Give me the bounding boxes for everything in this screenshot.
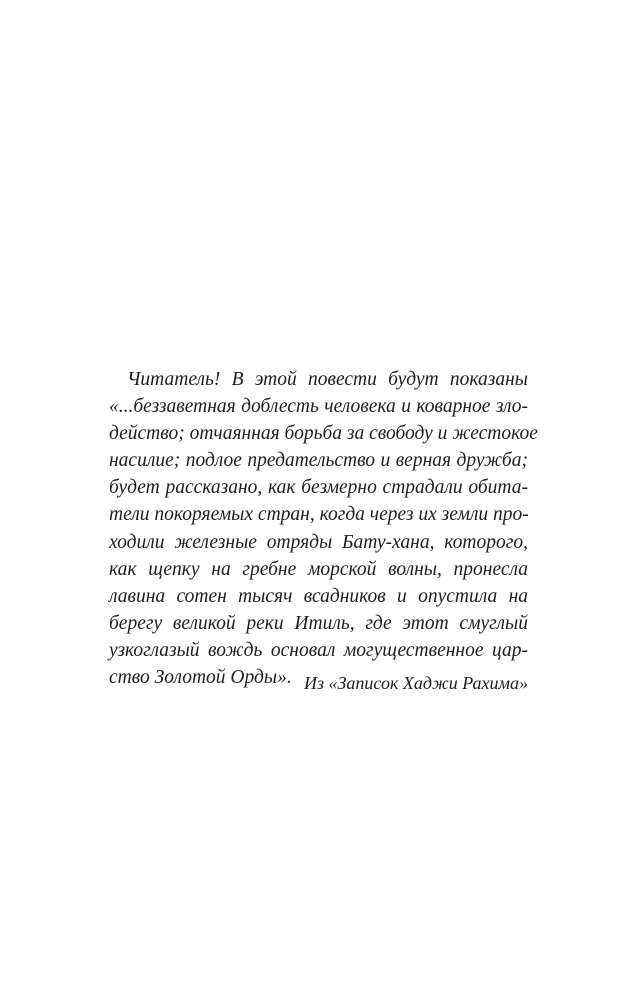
epigraph-line: как щепку на гребне морской волны, пронесла [109,558,528,580]
epigraph-line: тели покоряемых стран, когда через их земли про- [109,504,529,526]
epigraph-line: Читатель! В этой повести будут показаны [127,369,528,390]
epigraph-line: ство Золотой Орды». [109,667,292,689]
epigraph-line: «...беззаветная доблесть человека и коварное зло- [109,396,528,418]
epigraph-line: берегу великой реки Итиль, где этот смуглый [109,612,528,634]
epigraph-line: насилие; подлое предательство и верная дружба; [109,450,528,472]
epigraph-line: действо; отчаянная борьба за свободу и жестокое [109,423,538,445]
epigraph-line: узкоглазый вождь основал могущественное цар- [109,639,528,661]
epigraph-line: лавина сотен тысяч всадников и опустила на [109,585,528,607]
epigraph-source: Из «Записок Хаджи Рахима» [303,673,528,693]
epigraph-line: ходили железные отряды Бату-хана, которого, [109,531,528,553]
epigraph-text [109,366,538,691]
epigraph-line: будет рассказано, как безмерно страдали обита- [109,477,528,499]
